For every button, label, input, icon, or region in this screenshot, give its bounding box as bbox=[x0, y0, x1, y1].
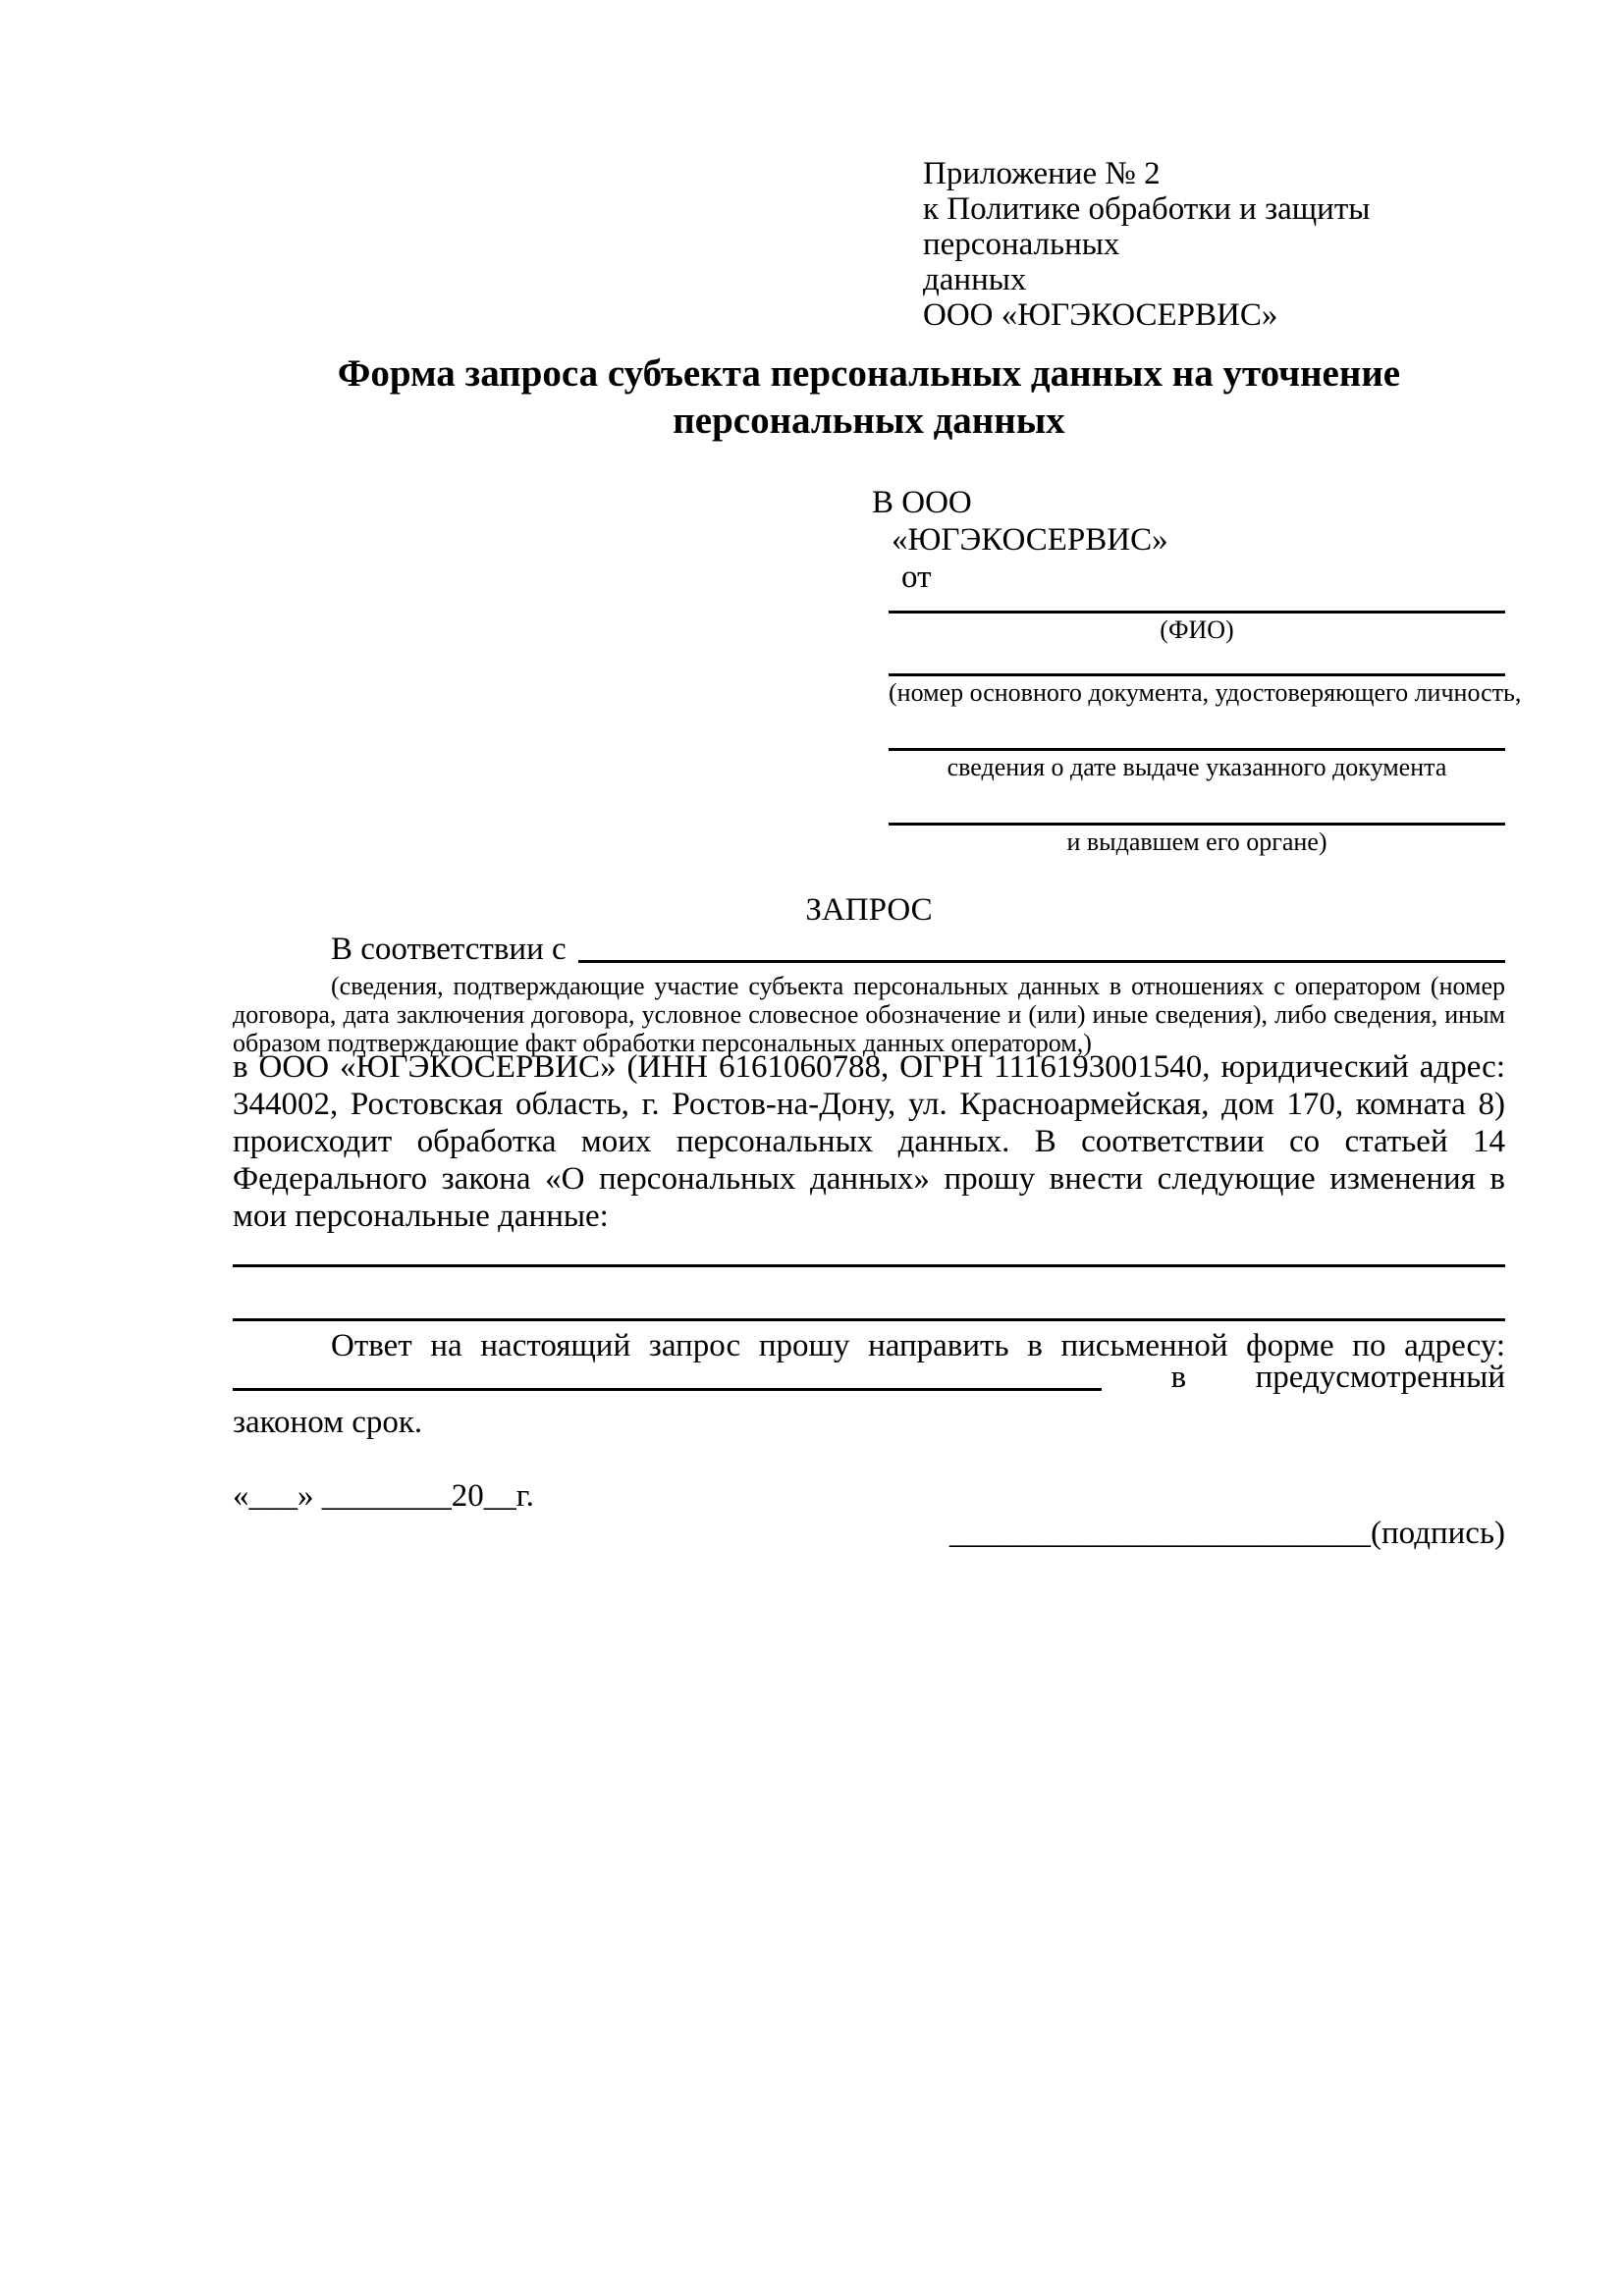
accordance-label: В соответствии с bbox=[331, 932, 567, 967]
document-title-line-2: персональных данных bbox=[673, 400, 1065, 442]
changes-blank-line-1 bbox=[233, 1264, 1505, 1267]
answer-last-line: законом срок. bbox=[233, 1405, 423, 1440]
answer-tail-word-2: предусмотренный bbox=[1255, 1360, 1505, 1395]
appendix-header-line-4: ООО «ЮГЭКОСЕРВИС» bbox=[923, 297, 1278, 333]
signature-blank-line: __________________________ bbox=[949, 1516, 1371, 1551]
issue-date-caption: сведения о дате выдаче указанного документа bbox=[947, 753, 1447, 781]
answer-tail-word-1: в bbox=[1170, 1360, 1187, 1395]
document-title bbox=[233, 350, 1505, 445]
field-document-number bbox=[889, 673, 1522, 708]
signature-row bbox=[934, 1477, 1506, 1552]
issue-date-blank-line bbox=[889, 748, 1505, 751]
answer-paragraph: Ответ на настоящий запрос прошу направить в письменной форме по адресу: bbox=[331, 1328, 1505, 1363]
addressee-line-3: от bbox=[901, 560, 932, 595]
addressee-line-1: В ООО bbox=[872, 485, 972, 520]
issuing-authority-caption: и выдавшем его органе) bbox=[1066, 828, 1327, 856]
accordance-line bbox=[233, 931, 1505, 968]
date-line: «___» ________20__г. bbox=[233, 1478, 534, 1514]
fio-caption: (ФИО) bbox=[1160, 615, 1234, 644]
accordance-blank-line bbox=[578, 960, 1505, 963]
issuing-authority-blank-line bbox=[889, 823, 1505, 826]
fio-blank-line bbox=[889, 611, 1505, 614]
appendix-header-line-2: к Политике обработки и защиты персональных bbox=[923, 191, 1371, 262]
appendix-header-line-3: данных bbox=[923, 262, 1027, 297]
addressee-block bbox=[872, 484, 1168, 596]
addressee-line-2: «ЮГЭКОСЕРВИС» bbox=[892, 522, 1168, 558]
clarification-note: (сведения, подтверждающие участие субъекта персональных данных в отношениях с оператором (номер договора, дата заключения договора, условное словесное обозначение и (или) иные сведения), либо сведения, иным образом подтверждающие факт обработки персональных данных оператором,) bbox=[233, 972, 1505, 1057]
field-issue-date bbox=[889, 748, 1505, 782]
address-blank-line bbox=[233, 1388, 1102, 1391]
signature-caption: (подпись) bbox=[1371, 1516, 1505, 1551]
document-number-caption: (номер основного документа, удостоверяющего личность, bbox=[889, 678, 1522, 707]
changes-blank-line-2 bbox=[233, 1318, 1505, 1321]
document-title-line-1: Форма запроса субъекта персональных данных на уточнение bbox=[337, 352, 1401, 395]
field-fio bbox=[889, 611, 1505, 645]
address-blank-row bbox=[233, 1359, 1505, 1396]
field-issuing-authority bbox=[889, 823, 1505, 857]
main-paragraph: в ООО «ЮГЭКОСЕРВИС» (ИНН 6161060788, ОГРН 1116193001540, юридический адрес: 344002, Ростовская область, г. Ростов-на-Дону, ул. Красноармейская, дом 170, комната 8) происходит обработка моих персональных данных. В соответствии со статьей 14 Федерального закона «О персональных данных» прошу внести следующие изменения в мои персональные данные: bbox=[233, 1049, 1505, 1234]
appendix-header-line-1: Приложение № 2 bbox=[923, 156, 1161, 191]
request-heading: ЗАПРОС bbox=[805, 892, 933, 928]
document-number-blank-line bbox=[889, 673, 1505, 676]
appendix-header bbox=[923, 156, 1537, 333]
